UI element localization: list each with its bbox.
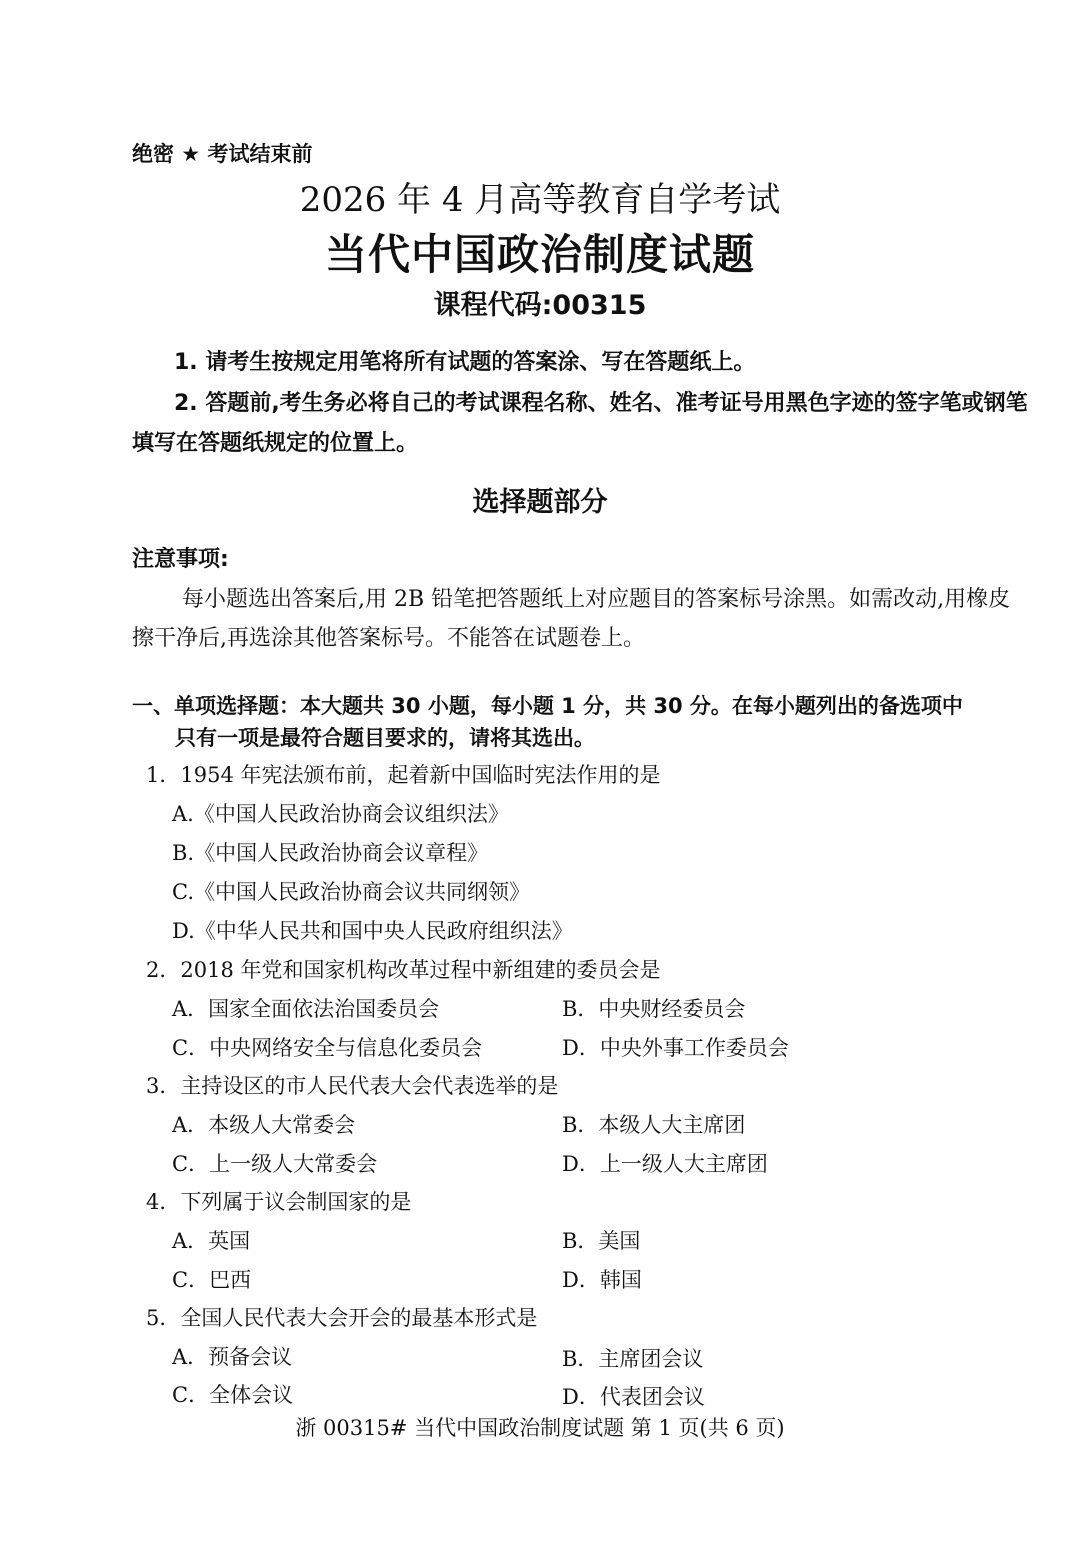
instruction-2: 2. 答题前,考生务必将自己的考试课程名称、姓名、准考证号用黑色字迹的签字笔或钢笔 [174,391,1028,416]
option-b: B.《中国人民政治协商会议章程》 [172,841,489,865]
question-stem: 1．1954 年宪法颁布前，起着新中国临时宪法作用的是 [146,763,661,787]
option-a: A．英国 [172,1229,251,1253]
option-d: D．中央外事工作委员会 [562,1036,789,1060]
option-c: C．巴西 [172,1268,252,1292]
option-b: B．美国 [562,1229,641,1253]
question-stem: 4．下列属于议会制国家的是 [146,1190,412,1214]
option-c: C．上一级人大常委会 [172,1152,378,1176]
section-title: 选择题部分 [472,487,608,518]
page-footer: 浙 00315# 当代中国政治制度试题 第 1 页(共 6 页) [295,1416,785,1440]
option-d: D．韩国 [562,1268,642,1292]
option-c: C.《中国人民政治协商会议共同纲领》 [172,880,530,904]
option-c: C．中央网络安全与信息化委员会 [172,1036,483,1060]
option-d: D.《中华人民共和国中央人民政府组织法》 [172,919,573,943]
part-one-heading-continued: 只有一项是最符合题目要求的，请将其选出。 [175,726,595,750]
option-a: A．国家全面依法治国委员会 [172,997,440,1021]
instruction-1: 1. 请考生按规定用笔将所有试题的答案涂、写在答题纸上。 [174,350,756,375]
note-line-2: 擦干净后,再选涂其他答案标号。不能答在试题卷上。 [132,626,645,651]
option-b: B．中央财经委员会 [562,997,746,1021]
part-one-heading: 一、单项选择题：本大题共 30 小题，每小题 1 分，共 30 分。在每小题列出的备选项中 [132,694,963,718]
option-a: A.《中国人民政治协商会议组织法》 [172,802,509,826]
question-stem: 3．主持设区的市人民代表大会代表选举的是 [146,1074,559,1098]
option-a: A．本级人大常委会 [172,1113,356,1137]
option-b: B．主席团会议 [562,1347,704,1371]
paper-title: 当代中国政治制度试题 [324,230,755,279]
note-line-1: 每小题选出答案后,用 2B 铅笔把答题纸上对应题目的答案标号涂黑。如需改动,用橡皮 [182,587,1011,612]
option-d: D．代表团会议 [562,1385,705,1409]
option-c: C．全体会议 [172,1383,294,1407]
exam-title: 2026 年 4 月高等教育自学考试 [299,180,781,220]
instruction-2-continued: 填写在答题纸规定的位置上。 [132,431,419,456]
notes-heading: 注意事项: [132,547,229,572]
option-a: A．预备会议 [172,1345,293,1369]
option-b: B．本级人大主席团 [562,1113,746,1137]
question-stem: 2．2018 年党和国家机构改革过程中新组建的委员会是 [146,958,661,982]
course-code: 课程代码:00315 [433,290,647,321]
option-d: D．上一级人大主席团 [562,1152,768,1176]
question-stem: 5．全国人民代表大会开会的最基本形式是 [146,1306,538,1330]
secret-mark: 绝密 ★ 考试结束前 [132,142,313,166]
